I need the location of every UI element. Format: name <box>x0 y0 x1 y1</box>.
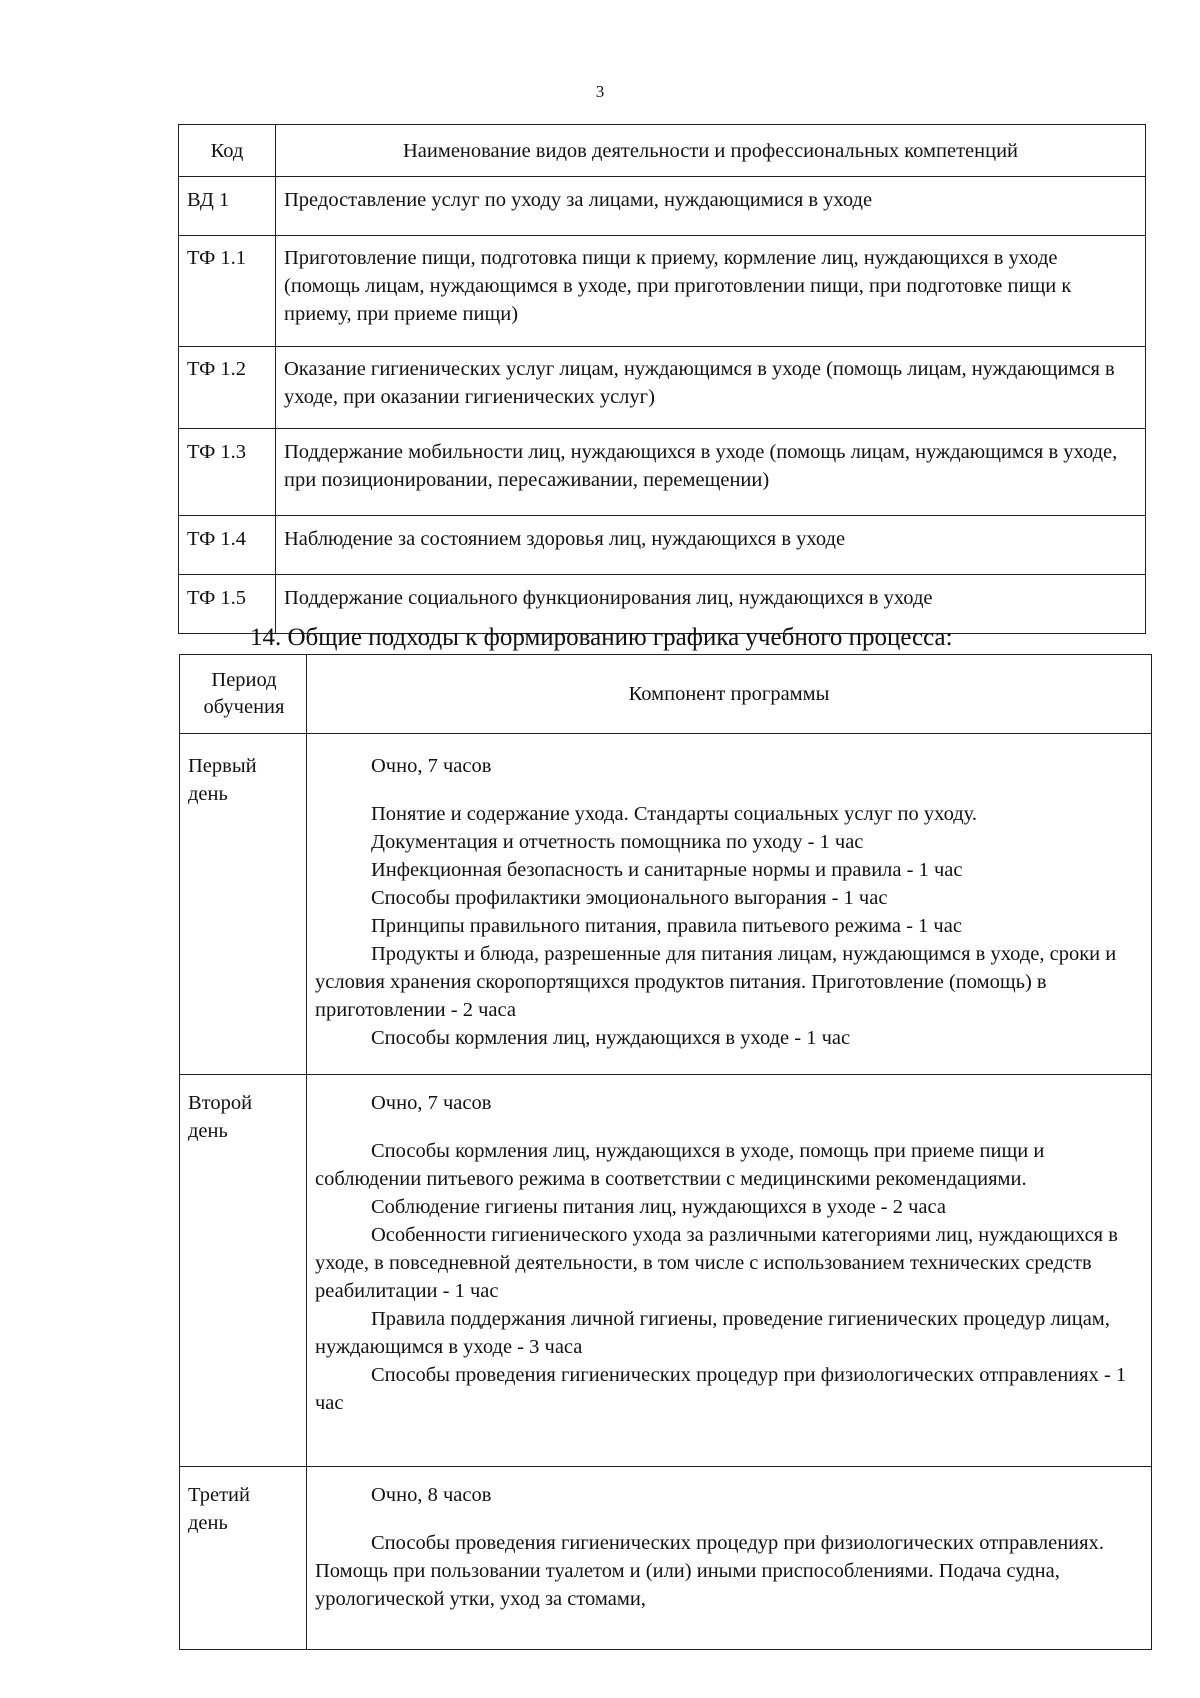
topic-paragraph: Способы проведения гигиенических процедур при физиологических отправлениях. Помощь при пользовании туалетом и (или) иными приспособлениями. Подача судна, урологической утки, уход за стомами, <box>315 1532 1104 1610</box>
topic-paragraph: Правила поддержания личной гигиены, проведение гигиенических процедур лицам, нуждающимся в уходе - 3 часа <box>315 1308 1110 1358</box>
row-code: ВД 1 <box>179 177 276 236</box>
row-code: ТФ 1.2 <box>179 347 276 429</box>
topic-paragraph: Способы проведения гигиенических процедур при физиологических отправлениях - 1 час <box>315 1364 1127 1414</box>
row-text: Оказание гигиенических услуг лицам, нуждающимся в уходе (помощь лицам, нуждающимся в уходе, при оказании гигиенических услуг) <box>276 347 1146 429</box>
header-period <box>180 655 307 734</box>
table-row <box>179 429 1146 516</box>
topic-paragraph: Принципы правильного питания, правила питьевого режима - 1 час <box>371 915 962 937</box>
day-content <box>307 734 1152 1075</box>
section-heading: 14. Общие подходы к формированию графика учебного процесса: <box>250 624 953 651</box>
row-text: Поддержание социального функционирования лиц, нуждающихся в уходе <box>276 575 1146 634</box>
row-text: Предоставление услуг по уходу за лицами, нуждающимися в уходе <box>276 177 1146 236</box>
day-label-line: день <box>188 1120 228 1142</box>
topic-paragraph: Инфекционная безопасность и санитарные нормы и правила - 1 час <box>371 859 963 881</box>
day-label-line: день <box>188 1512 228 1534</box>
table-row <box>179 516 1146 575</box>
day-label-line: Третий <box>188 1484 250 1506</box>
topic-paragraph: Документация и отчетность помощника по уходу - 1 час <box>371 831 864 853</box>
page-number: 3 <box>595 82 605 101</box>
day-label-line: Первый <box>188 755 257 777</box>
topic-paragraph: Способы профилактики эмоционального выгорания - 1 час <box>371 887 888 909</box>
table-row <box>179 177 1146 236</box>
row-text: Наблюдение за состоянием здоровья лиц, нуждающихся в уходе <box>276 516 1146 575</box>
table-row <box>180 734 1152 1075</box>
table-header-row <box>179 125 1146 177</box>
row-code: ТФ 1.5 <box>179 575 276 634</box>
row-code: ТФ 1.3 <box>179 429 276 516</box>
topic-paragraph: Способы кормления лиц, нуждающихся в уходе, помощь при приеме пищи и соблюдении питьевого режима в соответствии с медицинскими рекомендациями. <box>315 1140 1045 1190</box>
topic-paragraph: Соблюдение гигиены питания лиц, нуждающихся в уходе - 2 часа <box>371 1196 946 1218</box>
table-row <box>180 1075 1152 1467</box>
day-label <box>180 1467 307 1650</box>
header-period-line: Период <box>211 669 277 691</box>
row-code: ТФ 1.1 <box>179 236 276 347</box>
topic-paragraph: Понятие и содержание ухода. Стандарты социальных услуг по уходу. <box>371 803 977 825</box>
table-row <box>180 1467 1152 1650</box>
row-code: ТФ 1.4 <box>179 516 276 575</box>
header-code: Код <box>179 125 276 177</box>
topic-paragraph: Особенности гигиенического ухода за различными категориями лиц, нуждающихся в уходе, в повседневной деятельности, в том числе с использованием технических средств реабилитации - 1 час <box>315 1224 1118 1302</box>
day-label-line: Второй <box>188 1092 253 1114</box>
study-mode: Очно, 8 часов <box>371 1484 492 1506</box>
topic-paragraph: Продукты и блюда, разрешенные для питания лицам, нуждающимся в уходе, сроки и условия хранения скоропортящихся продуктов питания. Приготовление (помощь) в приготовлении - 2 часа <box>315 943 1117 1021</box>
topic-paragraph: Способы кормления лиц, нуждающихся в уходе - 1 час <box>371 1027 851 1049</box>
day-label-line: день <box>188 783 228 805</box>
day-content <box>307 1467 1152 1650</box>
table-row <box>179 347 1146 429</box>
day-content <box>307 1075 1152 1467</box>
competence-table <box>178 124 1146 634</box>
table-row <box>179 236 1146 347</box>
header-name: Наименование видов деятельности и профессиональных компетенций <box>276 125 1146 177</box>
row-text: Поддержание мобильности лиц, нуждающихся в уходе (помощь лицам, нуждающимся в уходе, при позиционировании, пересаживании, перемещении) <box>276 429 1146 516</box>
day-label <box>180 1075 307 1467</box>
header-component: Компонент программы <box>307 655 1152 734</box>
study-mode: Очно, 7 часов <box>371 1092 492 1114</box>
day-label <box>180 734 307 1075</box>
study-mode: Очно, 7 часов <box>371 755 492 777</box>
table-header-row <box>180 655 1152 734</box>
row-text: Приготовление пищи, подготовка пищи к приему, кормление лиц, нуждающихся в уходе (помощь лицам, нуждающимся в уходе, при приготовлении пищи, при подготовке пищи к приему, при приеме пищи) <box>276 236 1146 347</box>
header-period-line: обучения <box>203 696 285 718</box>
schedule-table <box>179 654 1152 1650</box>
